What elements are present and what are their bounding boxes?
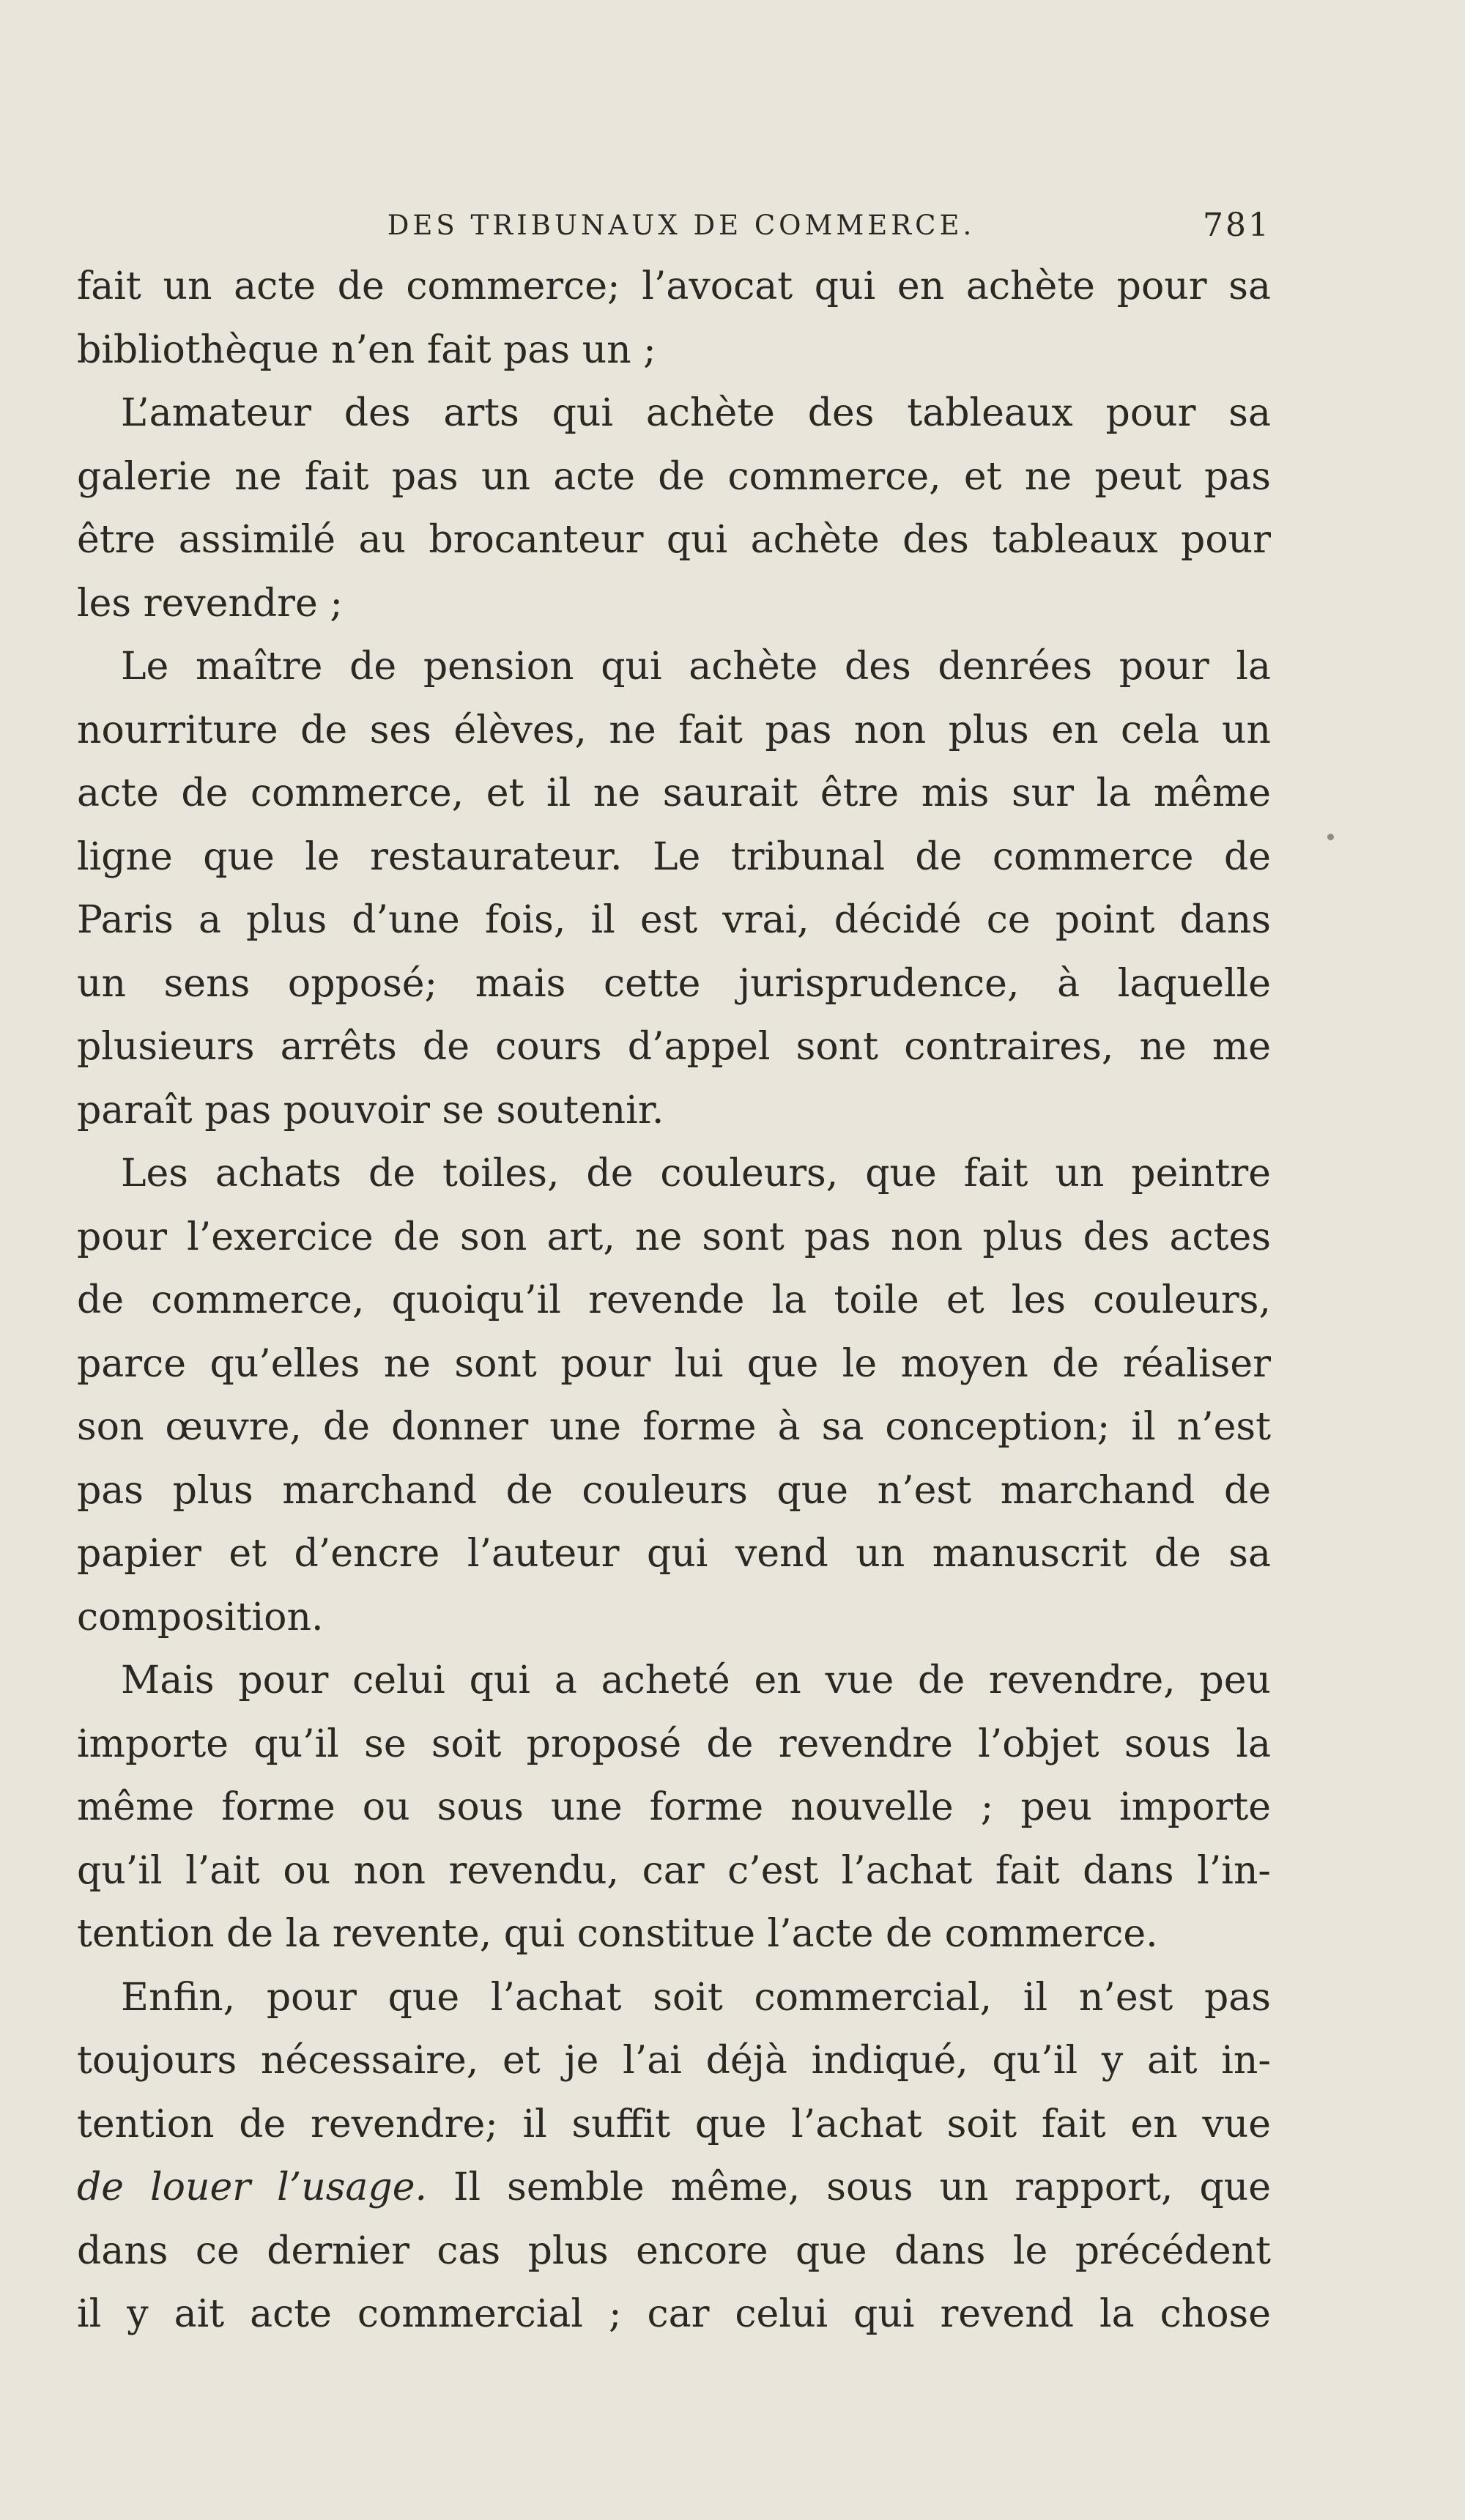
text-line: plusieurs arrêts de cours d’appel sont contraires, ne me (77, 1025, 1271, 1069)
text-line: galerie ne fait pas un acte de commerce, et ne peut pas (77, 454, 1271, 499)
text-line: importe qu’il se soit proposé de revendre l’objet sous la (77, 1722, 1271, 1766)
text-line: un sens opposé; mais cette jurisprudence, à laquelle (77, 961, 1271, 1006)
text-line: toujours nécessaire, et je l’ai déjà indiqué, qu’il y ait in- (77, 2039, 1271, 2083)
running-head (77, 207, 1271, 253)
text-line: être assimilé au brocanteur qui achète des tableaux pour (77, 518, 1271, 562)
text-line: pour l’exercice de son art, ne sont pas non plus des actes (77, 1215, 1271, 1259)
text-line: de commerce, quoiqu’il revende la toile et les couleurs, (77, 1278, 1271, 1322)
text-line: les revendre ; (77, 581, 343, 626)
page-number: 781 (1203, 207, 1271, 244)
text-line: Paris a plus d’une fois, il est vrai, décidé ce point dans (77, 898, 1271, 942)
text-line: pas plus marchand de couleurs que n’est marchand de (77, 1468, 1271, 1513)
text-line: son œuvre, de donner une forme à sa conception; il n’est (77, 1405, 1271, 1449)
italic-phrase: de louer l’usage. (77, 2165, 428, 2209)
text-line: Les achats de toiles, de couleurs, que fait un peintre (121, 1152, 1271, 1196)
text-line: composition. (77, 1595, 324, 1639)
text-line: dans ce dernier cas plus encore que dans le précédent (77, 2228, 1271, 2273)
text-line: fait un acte de commerce; l’avocat qui en achète pour sa (77, 264, 1271, 308)
text-line: nourriture de ses élèves, ne fait pas non plus en cela un (77, 708, 1271, 752)
text-line: papier et d’encre l’auteur qui vend un manuscrit de sa (77, 1532, 1271, 1576)
text-line: tention de la revente, qui constitue l’acte de commerce. (77, 1912, 1158, 1956)
text-line: Mais pour celui qui a acheté en vue de revendre, peu (121, 1659, 1271, 1702)
paper-speck (1327, 834, 1334, 840)
text-line: acte de commerce, et il ne saurait être mis sur la même (77, 771, 1271, 815)
text-line: même forme ou sous une forme nouvelle ; peu importe (77, 1785, 1271, 1829)
text-span: Il semble même, sous un rapport, que (427, 2165, 1271, 2209)
body-text (77, 255, 1271, 2346)
text-line: Enfin, pour que l’achat soit commercial, il n’est pas (121, 1975, 1271, 2020)
text-line: il y ait acte commercial ; car celui qui revend la chose (77, 2292, 1271, 2336)
text-line: bibliothèque n’en fait pas un ; (77, 327, 656, 372)
running-title: DES TRIBUNAUX DE COMMERCE. (387, 210, 976, 241)
text-line: L’amateur des arts qui achète des tableaux pour sa (121, 391, 1271, 435)
text-line: ligne que le restaurateur. Le tribunal de commerce de (77, 834, 1271, 879)
text-line: paraît pas pouvoir se soutenir. (77, 1088, 664, 1133)
text-line: parce qu’elles ne sont pour lui que le moyen de réaliser (77, 1341, 1271, 1386)
text-line: qu’il l’ait ou non revendu, car c’est l’achat fait dans l’in- (77, 1848, 1271, 1893)
text-line: Le maître de pension qui achète des denrées pour la (121, 645, 1271, 689)
text-line (77, 2156, 1271, 2220)
text-line: tention de revendre; il suffit que l’achat soit fait en vue (77, 2102, 1271, 2146)
